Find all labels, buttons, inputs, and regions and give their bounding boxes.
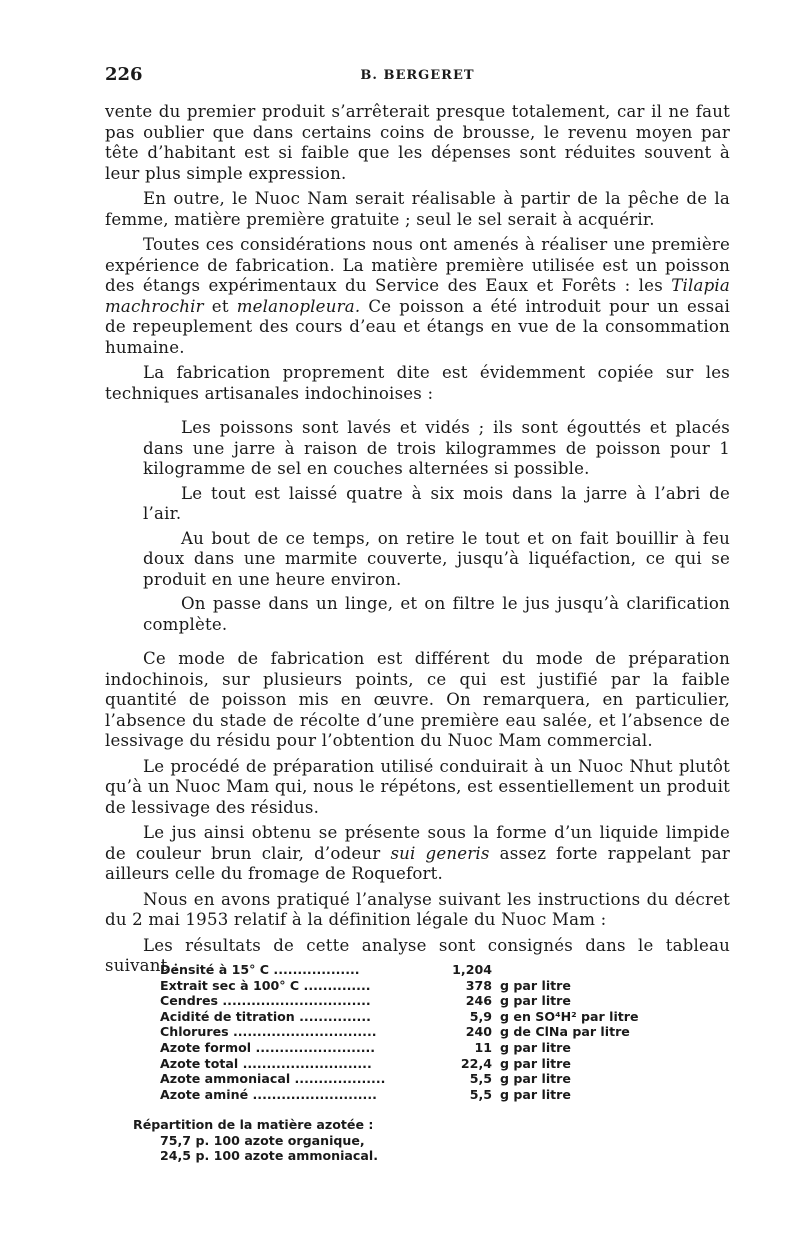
species-name: Tilapia machrochir xyxy=(105,276,730,316)
results-table xyxy=(160,962,640,1102)
paragraph: Nous en avons pratiqué l’analyse suivant les instructions du décret du 2 mai 1953 relatif à la définition légale du Nuoc Mam : xyxy=(105,889,730,929)
paragraph: Le jus ainsi obtenu se présente sous la forme d’un liquide limpide de couleur brun clair, d’odeur sui generis assez forte rappelant par ailleurs celle du fromage de Roquefort. xyxy=(105,823,730,883)
table-row: Chlorures .............................. 240 g de ClNa par litre xyxy=(160,1024,630,1040)
nitrogen-distribution xyxy=(133,1117,633,1164)
paragraph: Les résultats de cette analyse sont consignés dans le tableau suivant : xyxy=(105,935,730,975)
table-row: Azote ammoniacal ................... 5,5 g par litre xyxy=(160,1071,571,1087)
quote-paragraph: Les poissons sont lavés et vidés ; ils sont égouttés et placés dans une jarre à raison de trois kilogrammes de poisson pour 1 kilogramme de sel en couches alternées si possible. xyxy=(143,418,730,478)
table-row: Azote total ........................... 22,4 g par litre xyxy=(160,1055,571,1071)
paragraph: En outre, le Nuoc Nam serait réalisable à partir de la pêche de la femme, matière première gratuite ; seul le sel serait à acquérir. xyxy=(105,189,730,229)
species-name: melanopleura. xyxy=(236,296,361,316)
quote-paragraph: Au bout de ce temps, on retire le tout et on fait bouillir à feu doux dans une marmite couverte, jusqu’à liquéfaction, ce qui se produit en une heure environ. xyxy=(143,528,730,589)
table-row: Azote formol ......................... 11 g par litre xyxy=(160,1039,571,1055)
paragraph: La fabrication proprement dite est évidemment copiée sur les techniques artisanales indochinoises : xyxy=(105,363,730,403)
distribution-title: Répartition de la matière azotée : xyxy=(133,1117,374,1132)
procedure-quote xyxy=(143,418,730,635)
table-row: Acidité de titration ............... 5,9 g en SO⁴H² par litre xyxy=(160,1008,639,1024)
quote-paragraph: On passe dans un linge, et on filtre le jus jusqu’à clarification complète. xyxy=(143,594,730,634)
page-number: 226 xyxy=(105,64,143,85)
table-row: Cendres ............................... 246 g par litre xyxy=(160,993,571,1009)
paragraph: vente du premier produit s’arrêterait presque totalement, car il ne faut pas oublier que dans certains coins de brousse, le revenu moyen par tête d’habitant est si faible que les dépenses sont réduites souvent à leur plus simple expression. xyxy=(105,102,730,183)
body-text xyxy=(105,102,730,982)
list-item: 75,7 p. 100 azote organique, xyxy=(160,1132,365,1148)
paragraph: Le procédé de préparation utilisé conduirait à un Nuoc Nhut plutôt qu’à un Nuoc Mam qui, nous le répétons, est essentiellement un produit de lessivage des résidus. xyxy=(105,756,730,817)
running-head: B. BERGERET xyxy=(360,68,475,83)
table-row: Azote aminé .......................... 5,5 g par litre xyxy=(160,1086,571,1102)
italic-phrase: sui generis xyxy=(390,843,490,863)
list-item: 24,5 p. 100 azote ammoniacal. xyxy=(160,1148,378,1164)
paragraph: Ce mode de fabrication est différent du mode de préparation indochinois, sur plusieurs points, ce qui est justifié par la faible quantité de poisson mis en œuvre. On remarquera, en particulier, l’absence du stade de récolte d’une première eau salée, et l’absence de lessivage du résidu pour l’obtention du Nuoc Mam commercial. xyxy=(105,649,730,750)
table-row: Extrait sec à 100° C .............. 378 g par litre xyxy=(160,977,571,993)
quote-paragraph: Le tout est laissé quatre à six mois dans la jarre à l’abri de l’air. xyxy=(143,483,730,523)
paragraph: Toutes ces considérations nous ont amenés à réaliser une première expérience de fabrication. La matière première utilisée est un poisson des étangs expérimentaux du Service des Eaux et Forêts : les Tilapia machrochir et melanopleura. Ce poisson a été introduit pour un essai de repeuplement des cours d’eau et étangs en vue de la consommation humaine. xyxy=(105,235,730,357)
table-row: Densité à 15° C .................. 1,204 xyxy=(160,962,492,977)
page-header xyxy=(105,64,730,88)
